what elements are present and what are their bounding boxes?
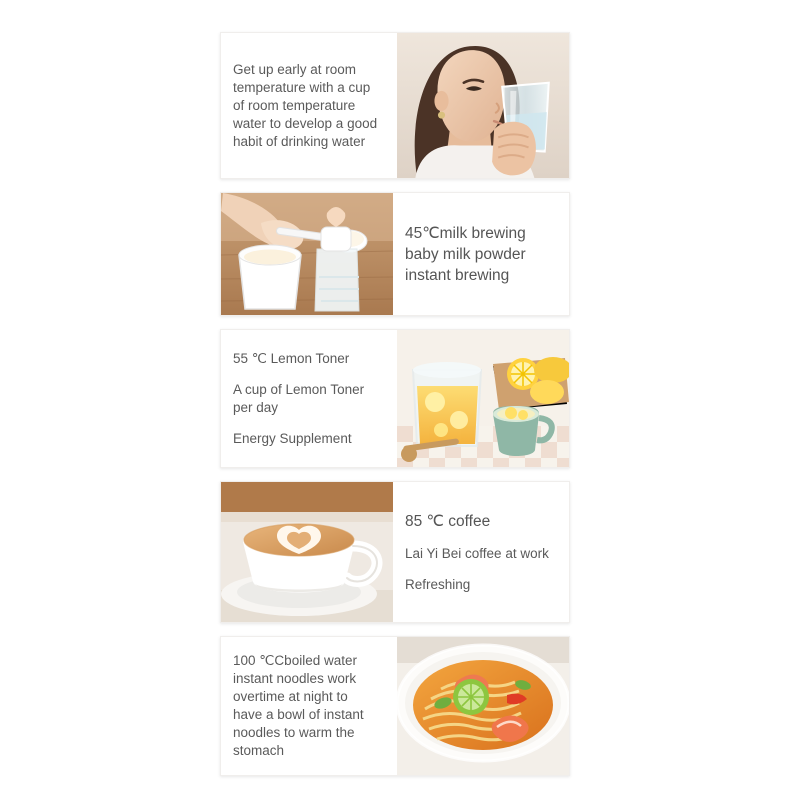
card-5-line-5: noodles to warm the [233,725,355,740]
card-3-text-block [221,330,397,467]
card-45-milk [220,192,570,316]
instant-noodle-bowl-shrimp-photo [397,637,569,775]
card-5-line-1: 100 ℃Cboiled water [233,653,357,668]
card-1-line-3: of room temperature [233,97,356,113]
card-4-line-3: Refreshing [405,576,471,592]
card-room-temperature-water [220,32,570,179]
card-1-line-5: habit of drinking water [233,133,366,149]
card-3-line-3: Energy Supplement [233,430,352,446]
card-2-line-1: 45℃milk brewing [405,224,526,242]
card-5-line-6: stomach [233,743,285,758]
card-85-coffee [220,481,570,623]
milk-powder-scoop-bottle-photo [221,193,393,315]
card-5-line-2: instant noodles work [233,671,357,686]
card-3-line-1: 55 ℃ Lemon Toner [233,350,350,366]
card-5-line-4: have a bowl of instant [233,707,364,722]
card-2-line-2: baby milk powder [405,245,526,263]
card-3-line-2: A cup of Lemon Toner per day [233,381,365,415]
card-5-text-block [221,637,397,775]
card-4-line-1: 85 ℃ coffee [405,512,491,530]
card-2-line-3: instant brewing [405,266,510,284]
card-55-lemon-toner [220,329,570,468]
lemon-water-jar-and-cup-photo [397,330,569,467]
woman-drinking-glass-of-water-photo [397,33,569,178]
card-1-line-2: temperature with a cup [233,79,371,95]
card-4-line-2: Lai Yi Bei coffee at work [405,545,549,561]
card-5-line-3: overtime at night to [233,689,348,704]
card-2-text-block [393,193,569,315]
card-1-line-1: Get up early at room [233,61,357,77]
card-1-line-4: water to develop a good [233,115,378,131]
card-1-text-block [221,33,397,178]
feature-card-list [220,32,570,789]
latte-art-cappuccino-cup-photo [221,482,393,622]
card-100-boiled-water [220,636,570,776]
card-4-text-block [393,482,569,622]
